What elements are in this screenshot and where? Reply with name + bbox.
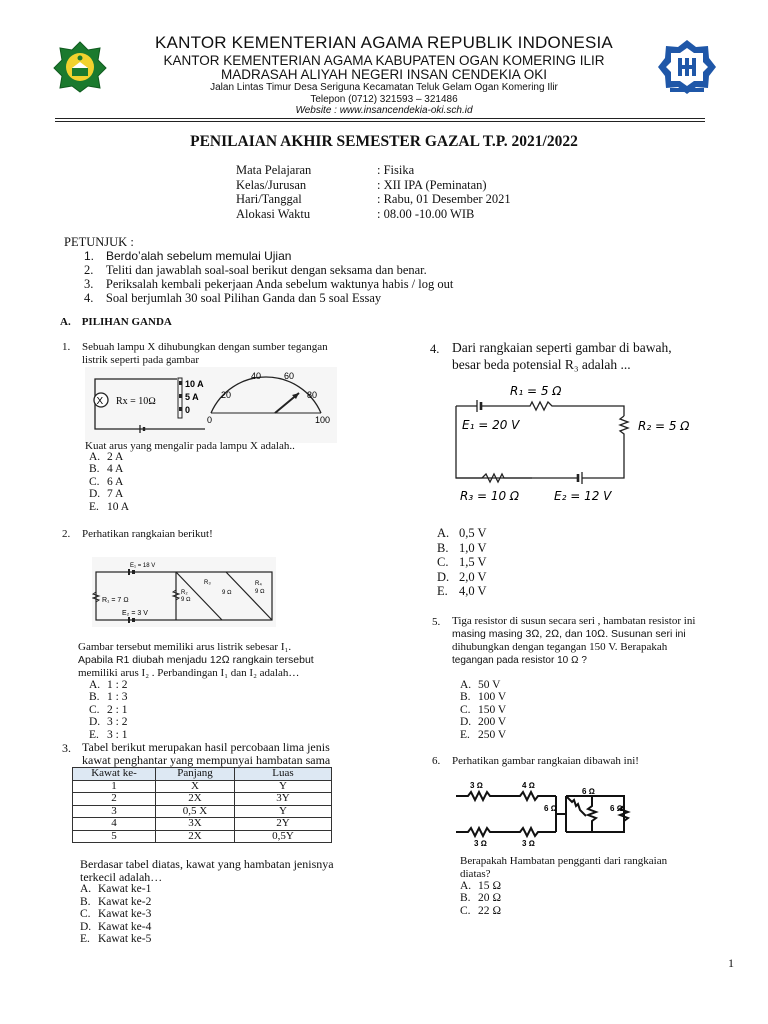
- option-text: 20 Ω: [478, 892, 502, 905]
- res-label: 3 Ω: [522, 839, 535, 848]
- option-letter: B.: [89, 463, 100, 476]
- petunjuk-item: 3. Periksalah kembali pekerjaan Anda sebelum waktunya habis / log out: [84, 277, 454, 291]
- r3-label: R₃: [204, 580, 211, 586]
- question-1-prompt: Kuat arus yang mengalir pada lampu X adalah..: [85, 440, 295, 452]
- table-cell: 2X: [156, 830, 235, 843]
- e2-label: E₂ = 12 V: [554, 489, 612, 503]
- question-6-number: 6.: [432, 755, 441, 767]
- r3-label: R₃ = 10 Ω: [460, 489, 520, 503]
- option-text: 22 Ω: [478, 904, 502, 917]
- question-5-text: [452, 615, 736, 667]
- option[interactable]: [80, 933, 151, 946]
- option-text: 4,0 V: [459, 584, 487, 599]
- res-label: 6 Ω: [544, 804, 557, 813]
- lamp-x-label: X: [96, 396, 104, 407]
- q5-line: dihubungkan dengan tegangan 150 V. Berapakah: [452, 641, 668, 653]
- table-row: [73, 793, 332, 806]
- table-header: Panjang: [156, 768, 235, 781]
- question-2-number: 2.: [62, 528, 71, 540]
- option[interactable]: [80, 896, 151, 909]
- q2-line: Apabila R1 diubah menjadu 12Ω rangkain tersebut: [78, 654, 314, 666]
- option-text: 1 : 2: [107, 679, 128, 691]
- option-text: 0,5 V: [459, 526, 487, 540]
- question-3-number: 3.: [62, 741, 71, 755]
- question-1-options: [89, 451, 129, 513]
- option-text: 1 : 3: [107, 691, 128, 704]
- option-letter: E.: [89, 728, 99, 741]
- r2-label: R₂: [181, 590, 188, 596]
- option-letter: B.: [89, 691, 100, 704]
- header-phone: Telepon (0712) 321593 – 321486: [310, 94, 458, 105]
- table-cell: 2: [73, 793, 156, 806]
- option-letter: A.: [460, 880, 472, 892]
- option[interactable]: [437, 526, 487, 541]
- option-text: 4 A: [107, 463, 124, 476]
- option[interactable]: [437, 570, 487, 585]
- scale-20: 20: [221, 390, 232, 400]
- q3-line: kawat penghantar yang mempunyai hambatan sama: [82, 753, 331, 767]
- option-text: Kawat ke-2: [98, 895, 152, 908]
- e2-label: E₂ = 3 V: [122, 610, 148, 617]
- question-1-text: [82, 341, 372, 367]
- q3-line: Berdasar tabel diatas, kawat yang hambatan jenisnya: [80, 857, 334, 871]
- option[interactable]: [437, 555, 487, 570]
- option-letter: C.: [80, 908, 91, 921]
- table-cell: 5: [73, 830, 156, 843]
- option-text: Kawat ke-5: [98, 933, 152, 946]
- page-number: 1: [728, 956, 734, 970]
- question-3-options: [80, 883, 151, 946]
- r4-value: 9 Ω: [255, 589, 265, 595]
- header-office: KANTOR KEMENTERIAN AGAMA KABUPATEN OGAN KOMERING ILIR: [163, 53, 605, 68]
- question-4-text: [452, 339, 672, 373]
- option-letter: D.: [80, 920, 92, 933]
- info-value: : 08.00 -10.00 WIB: [377, 206, 475, 221]
- option[interactable]: [460, 905, 501, 917]
- option[interactable]: [80, 908, 151, 921]
- option-letter: C.: [89, 703, 100, 716]
- table-cell: Y: [235, 805, 332, 818]
- option-text: 3 : 1: [107, 728, 128, 741]
- option-text: 6 A: [107, 475, 124, 488]
- question-6-text: Perhatikan gambar rangkaian dibawah ini!: [452, 755, 639, 767]
- option-letter: D.: [437, 569, 450, 584]
- table-cell: 0,5 X: [156, 805, 235, 818]
- option-letter: B.: [437, 540, 449, 555]
- table-cell: 3: [73, 805, 156, 818]
- table-header: Kawat ke-: [73, 768, 156, 781]
- option[interactable]: [460, 716, 506, 728]
- question-6-options: [460, 880, 501, 917]
- option[interactable]: [80, 883, 151, 896]
- table-row: [73, 805, 332, 818]
- option-text: 3 : 2: [107, 716, 128, 729]
- option-letter: A.: [437, 526, 450, 540]
- terminal-10a: 10 A: [185, 379, 204, 389]
- q5-line: tegangan pada resistor 10 Ω ?: [452, 655, 587, 666]
- scale-40: 40: [251, 371, 262, 381]
- table-header: Luas: [235, 768, 332, 781]
- r2-value: 9 Ω: [181, 597, 191, 603]
- option[interactable]: [460, 880, 501, 892]
- table-cell: 3Y: [235, 793, 332, 806]
- option-text: 1,5 V: [459, 555, 487, 570]
- option-letter: E.: [437, 584, 448, 599]
- header-address: Jalan Lintas Timur Desa Seriguna Kecamatan Teluk Gelam Ogan Komering Ilir: [210, 82, 558, 93]
- res-label: 4 Ω: [522, 781, 535, 790]
- question-1-number: 1.: [62, 341, 71, 353]
- option-letter: C.: [460, 904, 471, 917]
- option-letter: D.: [89, 716, 101, 729]
- q4-line: Dari rangkaian seperti gambar di bawah,: [452, 340, 672, 355]
- option-letter: A.: [460, 679, 472, 691]
- option[interactable]: [437, 541, 487, 556]
- table-cell: 3X: [156, 818, 235, 831]
- q1-line: listrik seperti pada gambar: [82, 354, 199, 366]
- res-label: 6 Ω: [582, 787, 595, 796]
- info-label: Hari/Tanggal: [236, 192, 302, 206]
- header-website: Website : www.insancendekia-oki.sch.id: [295, 105, 473, 116]
- header-school: MADRASAH ALIYAH NEGERI INSAN CENDEKIA OKI: [220, 67, 548, 82]
- option[interactable]: [89, 716, 127, 728]
- q6-line: Berapakah Hambatan pengganti dari rangkaian: [460, 855, 668, 867]
- q6-line: diatas?: [460, 868, 491, 880]
- option-text: 2 : 1: [107, 703, 128, 716]
- option[interactable]: [89, 501, 129, 513]
- q1-line: Sebuah lampu X dihubungkan dengan sumber tegangan: [82, 341, 328, 353]
- info-label: Mata Pelajaran: [236, 163, 312, 177]
- option-letter: A.: [89, 679, 101, 691]
- question-5-options: [460, 679, 506, 741]
- option-text: 7 A: [107, 488, 124, 501]
- question-1-figure: [85, 367, 337, 443]
- table-cell: 4: [73, 818, 156, 831]
- question-3-table: [72, 767, 332, 843]
- r4-label: R₄: [255, 581, 262, 587]
- option-text: Kawat ke-1: [98, 883, 152, 895]
- q3-line: terkecil adalah…: [80, 870, 163, 884]
- option-letter: C.: [437, 555, 449, 570]
- scale-80: 80: [307, 390, 318, 400]
- r2-label: R₂ = 5 Ω: [638, 419, 690, 433]
- option-letter: C.: [89, 475, 100, 488]
- q5-line: Tiga resistor di susun secara seri , hambatan resistor ini: [452, 615, 696, 627]
- option-letter: B.: [80, 895, 91, 908]
- table-cell: 2X: [156, 793, 235, 806]
- question-3-prompt: [80, 858, 362, 884]
- petunjuk-item: 2. Teliti dan jawablah soal-soal berikut dengan seksama dan benar.: [84, 263, 427, 277]
- terminal-0: 0: [185, 405, 191, 415]
- rx-label: Rx = 10Ω: [116, 396, 156, 407]
- e1-label: E₁ = 18 V: [130, 563, 156, 569]
- e1-label: E₁ = 20 V: [462, 418, 520, 432]
- question-6-figure: [452, 776, 632, 848]
- question-2-body: [78, 641, 363, 680]
- question-6-prompt: [460, 855, 760, 881]
- option[interactable]: [460, 691, 506, 703]
- option-text: 50 V: [478, 679, 501, 691]
- option[interactable]: [460, 704, 506, 716]
- table-cell: X: [156, 780, 235, 793]
- option[interactable]: [80, 921, 151, 934]
- question-4-options: [437, 526, 487, 599]
- q2-line: memiliki arus I₂ . Perbandingan I₁ dan I₂ adalah…: [78, 667, 300, 679]
- option-letter: C.: [460, 703, 471, 716]
- option[interactable]: [89, 451, 129, 463]
- question-2-options: [89, 679, 127, 741]
- option[interactable]: [89, 679, 127, 691]
- question-2-figure: [92, 557, 276, 627]
- res-label: 3 Ω: [470, 781, 483, 790]
- option-letter: A.: [80, 883, 92, 895]
- petunjuk: [64, 235, 453, 305]
- section-heading: A. PILIHAN GANDA: [60, 316, 172, 328]
- option[interactable]: [89, 691, 127, 703]
- q4-line: besar beda potensial R₃ adalah ...: [452, 357, 631, 372]
- terminal-5a: 5 A: [185, 392, 199, 402]
- option-text: 150 V: [478, 703, 507, 716]
- info-label: Kelas/Jurusan: [236, 177, 307, 192]
- option-text: 2 A: [107, 451, 124, 463]
- scale-60: 60: [284, 371, 295, 381]
- r1-label: R₁ = 5 Ω: [510, 384, 562, 398]
- res-label: 6 Ω: [610, 804, 623, 813]
- option-letter: D.: [89, 488, 101, 501]
- info-label: Alokasi Waktu: [236, 206, 311, 221]
- q2-line: Gambar tersebut memiliki arus listrik sebesar I₁.: [78, 641, 292, 653]
- petunjuk-item: 1. Berdo’alah sebelum memulai Ujian: [84, 249, 292, 263]
- option-text: 15 Ω: [478, 880, 502, 892]
- q3-line: Tabel berikut merupakan hasil percobaan lima jenis: [82, 740, 330, 754]
- option-text: 100 V: [478, 691, 507, 704]
- table-cell: 2Y: [235, 818, 332, 831]
- option-text: 10 A: [107, 500, 130, 513]
- header-ministry: KANTOR KEMENTERIAN AGAMA REPUBLIK INDONESIA: [155, 33, 613, 52]
- table-cell: 1: [73, 780, 156, 793]
- r1-label: R₁ = 7 Ω: [102, 597, 129, 604]
- option[interactable]: [89, 704, 127, 716]
- question-3-text: [82, 741, 362, 767]
- option-text: Kawat ke-3: [98, 908, 152, 921]
- question-4-figure: [452, 378, 712, 506]
- option-letter: E.: [460, 728, 470, 741]
- res-label: 3 Ω: [474, 839, 487, 848]
- q5-line: masing masing 3Ω, 2Ω, dan 10Ω. Susunan seri ini: [452, 628, 686, 640]
- table-cell: 0,5Y: [235, 830, 332, 843]
- option-letter: E.: [80, 933, 90, 946]
- info-value: : XII IPA (Peminatan): [377, 177, 487, 192]
- option[interactable]: [460, 729, 506, 741]
- table-header-row: [73, 768, 332, 781]
- option[interactable]: [460, 679, 506, 691]
- option-text: 2,0 V: [459, 569, 487, 584]
- petunjuk-heading: PETUNJUK :: [64, 235, 134, 249]
- table-row: [73, 780, 332, 793]
- header-divider-2: [55, 121, 705, 122]
- r3-value: 9 Ω: [222, 590, 232, 596]
- question-5-number: 5.: [432, 616, 441, 628]
- option-text: 250 V: [478, 728, 507, 741]
- scale-0: 0: [207, 415, 213, 425]
- option-text: Kawat ke-4: [98, 920, 152, 933]
- info-value: : Fisika: [377, 163, 415, 177]
- option[interactable]: [460, 892, 501, 904]
- table-row: [73, 818, 332, 831]
- option[interactable]: [437, 584, 487, 599]
- option-letter: E.: [89, 500, 99, 513]
- option[interactable]: [89, 476, 129, 488]
- option-text: 1,0 V: [459, 540, 487, 555]
- petunjuk-item: 4. Soal berjumlah 30 soal Pilihan Ganda dan 5 soal Essay: [84, 291, 382, 305]
- option-letter: B.: [460, 892, 471, 905]
- header-divider: [55, 118, 705, 119]
- option-letter: A.: [89, 451, 101, 463]
- question-2-text: Perhatikan rangkaian berikut!: [82, 528, 213, 540]
- option[interactable]: [89, 488, 129, 500]
- scale-100: 100: [315, 415, 331, 425]
- option-letter: D.: [460, 716, 472, 729]
- option-text: 200 V: [478, 716, 507, 729]
- option-letter: B.: [460, 691, 471, 704]
- exam-info: [236, 163, 511, 221]
- info-value: : Rabu, 01 Desember 2021: [377, 192, 511, 206]
- option[interactable]: [89, 463, 129, 475]
- question-4-number: 4.: [430, 342, 440, 356]
- exam-title: PENILAIAN AKHIR SEMESTER GAZAL T.P. 2021/2022: [190, 133, 578, 150]
- table-cell: Y: [235, 780, 332, 793]
- table-row: [73, 830, 332, 843]
